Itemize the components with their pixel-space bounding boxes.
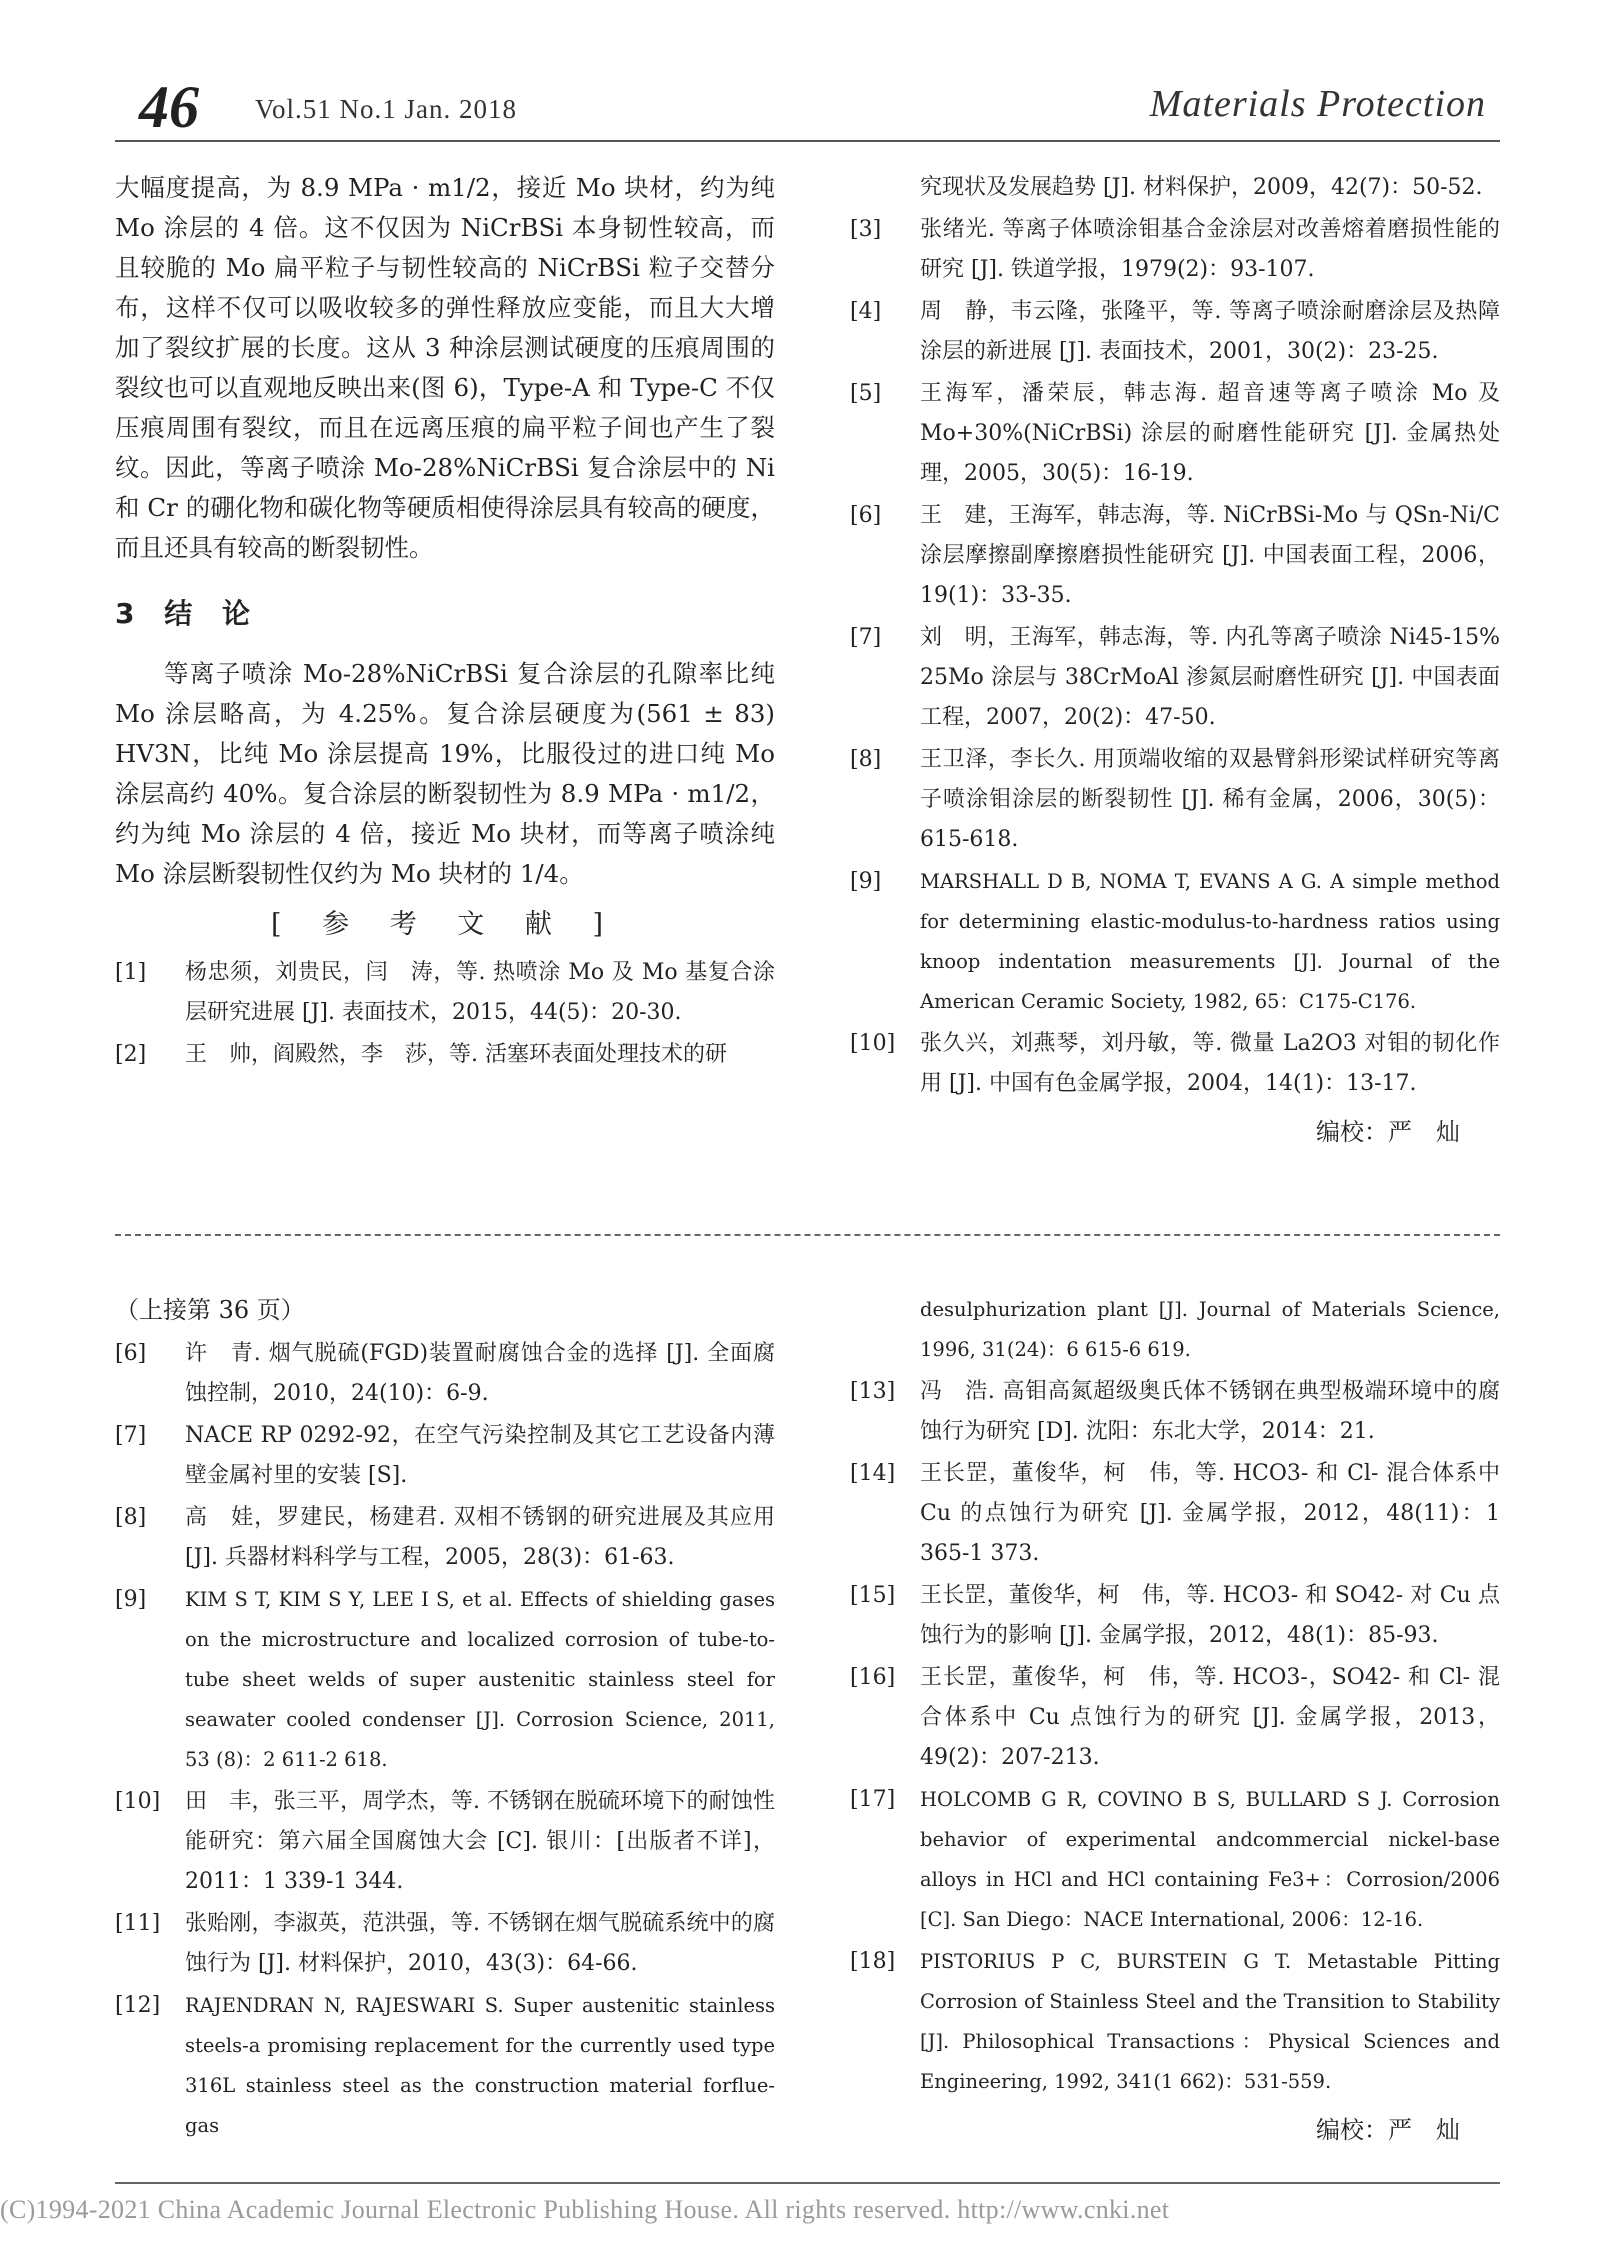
reference-item [850, 496, 1500, 616]
reference-number: [6] [115, 1341, 147, 1366]
right-column-top [850, 168, 1500, 1147]
reference-text: RAJENDRAN N, RAJESWARI S. Super austenitic stainless steels-a promising replacement for the currently used type 316L stainless steel as the construction material forflue-gas [185, 1994, 775, 2137]
reference-number: [7] [115, 1423, 147, 1448]
reference-text: 杨忠须，刘贵民，闫 涛，等. 热喷涂 Mo 及 Mo 基复合涂层研究进展 [J]. 表面技术，2015，44(5)：20-30. [185, 960, 775, 1025]
reference-item [850, 740, 1500, 860]
reference-item [115, 1334, 775, 1414]
body-paragraph: 大幅度提高，为 8.9 MPa · m1/2，接近 Mo 块材，约为纯 Mo 涂层的 4 倍。这不仅因为 NiCrBSi 本身韧性较高，而且较脆的 Mo 扁平粒子与韧性较高的 NiCrBSi 粒子交替分布，这样不仅可以吸收较多的弹性释放应变能，而且大大增加了裂纹扩展的长度。这从 3 种涂层测试硬度的压痕周围的裂纹也可以直观地反映出来(图 6)，Type-A 和 Type-C 不仅压痕周围有裂纹，而且在远离压痕的扁平粒子间也产生了裂纹。因此，等离子喷涂 Mo-28%NiCrBSi 复合涂层中的 Ni 和 Cr 的硼化物和碳化物等硬质相使得涂层具有较高的硬度，而且还具有较高的断裂韧性。 [115, 173, 775, 562]
reference-text: 周 静，韦云隆，张隆平，等. 等离子喷涂耐磨涂层及热障涂层的新进展 [J]. 表面技术，2001，30(2)：23-25. [920, 299, 1500, 364]
reference-number: [17] [850, 1787, 896, 1812]
reference-item [115, 1035, 775, 1075]
reference-number: [1] [115, 960, 147, 985]
reference-number: [7] [850, 625, 882, 650]
reference-continuation [850, 1290, 1500, 1370]
reference-item [115, 1580, 775, 1780]
reference-item [850, 618, 1500, 738]
reference-text: 张贻刚，李淑英，范洪强，等. 不锈钢在烟气脱硫系统中的腐蚀行为 [J]. 材料保护，2010，43(3)：64-66. [185, 1911, 775, 1976]
reference-text: HOLCOMB G R, COVINO B S, BULLARD S J. Corrosion behavior of experimental andcommercial nickel-base alloys in HCl and HCl containing Fe3+：Corrosion/2006 [C]. San Diego：NACE International, 2006：12-16. [920, 1788, 1500, 1931]
journal-title: Materials Protection [1149, 83, 1486, 125]
reference-text: 刘 明，王海军，韩志海，等. 内孔等离子喷涂 Ni45-15% 25Mo 涂层与 38CrMoAl 渗氮层耐磨性研究 [J]. 中国表面工程，2007，20(2)：47-50. [920, 625, 1500, 730]
reference-text: MARSHALL D B, NOMA T, EVANS A G. A simple method for determining elastic-modulus-to-hardness ratios using knoop indentation measurements [J]. Journal of the American Ceramic Society, 1982, 65：C175-C176. [920, 870, 1500, 1013]
reference-item [115, 1416, 775, 1496]
reference-item [115, 953, 775, 1033]
reference-text: 许 青. 烟气脱硫(FGD)装置耐腐蚀合金的选择 [J]. 全面腐蚀控制，2010，24(10)：6-9. [185, 1341, 775, 1406]
reference-number: [15] [850, 1583, 896, 1608]
reference-number: [6] [850, 503, 882, 528]
reference-item [850, 1024, 1500, 1104]
page-number: 46 [139, 74, 199, 140]
reference-number: [2] [115, 1042, 147, 1067]
continued-note: （上接第 36 页） [115, 1296, 305, 1324]
reference-text: 田 丰，张三平，周学杰，等. 不锈钢在脱硫环境下的耐蚀性能研究：第六届全国腐蚀大会 [C]. 银川：[出版者不详]，2011：1 339-1 344. [185, 1789, 775, 1894]
reference-number: [8] [850, 747, 882, 772]
reference-number: [10] [850, 1031, 896, 1056]
reference-item [850, 1372, 1500, 1452]
page-header [115, 72, 1500, 142]
reference-number: [4] [850, 299, 882, 324]
editor-credit: 编校：严 灿 [1316, 2116, 1460, 2144]
reference-item [850, 1454, 1500, 1574]
reference-text: 究现状及发展趋势 [J]. 材料保护，2009，42(7)：50-52. [920, 175, 1483, 200]
reference-text: NACE RP 0292-92，在空气污染控制及其它工艺设备内薄壁金属衬里的安装 [S]. [185, 1423, 775, 1488]
reference-continuation [850, 168, 1500, 208]
reference-item [115, 1498, 775, 1578]
reference-number: [3] [850, 217, 882, 242]
reference-item [850, 1576, 1500, 1656]
reference-number: [5] [850, 381, 882, 406]
reference-item [115, 1782, 775, 1902]
reference-text: desulphurization plant [J]. Journal of Materials Science, 1996, 31(24)：6 615-6 619. [920, 1298, 1500, 1361]
reference-item [850, 292, 1500, 372]
reference-text: 张绪光. 等离子体喷涂钼基合金涂层对改善熔着磨损性能的研究 [J]. 铁道学报，1979(2)：93-107. [920, 217, 1500, 282]
reference-number: [9] [115, 1587, 147, 1612]
reference-item [850, 1780, 1500, 1940]
reference-number: [9] [850, 869, 882, 894]
issue-info: Vol.51 No.1 Jan. 2018 [255, 94, 518, 124]
reference-text: KIM S T, KIM S Y, LEE I S, et al. Effects of shielding gases on the microstructure and localized corrosion of tube-to-tube sheet welds of super austenitic stainless steel for seawater cooled condenser [J]. Corrosion Science, 2011, 53 (8)：2 611-2 618. [185, 1588, 775, 1771]
header-rule [115, 140, 1500, 142]
reference-number: [16] [850, 1665, 896, 1690]
references-title: [ 参 考 文 献 ] [271, 909, 619, 940]
reference-text: 冯 浩. 高钼高氮超级奥氏体不锈钢在典型极端环境中的腐蚀行为研究 [D]. 沈阳：东北大学，2014：21. [920, 1379, 1500, 1444]
reference-item [850, 862, 1500, 1022]
reference-text: 高 娃，罗建民，杨建君. 双相不锈钢的研究进展及其应用 [J]. 兵器材料科学与工程，2005，28(3)：61-63. [185, 1505, 775, 1570]
reference-text: 王 建，王海军，韩志海，等. NiCrBSi-Mo 与 QSn-Ni/C 涂层摩擦副摩擦磨损性能研究 [J]. 中国表面工程，2006，19(1)：33-35. [920, 503, 1500, 608]
reference-text: 王卫泽，李长久. 用顶端收缩的双悬臂斜形梁试样研究等离子喷涂钼涂层的断裂韧性 [J]. 稀有金属，2006，30(5)：615-618. [920, 747, 1500, 852]
editor-credit: 编校：严 灿 [1316, 1118, 1460, 1146]
reference-text: 王 帅，阎殿然，李 莎，等. 活塞环表面处理技术的研 [185, 1042, 727, 1067]
left-column-bottom [115, 1290, 775, 2148]
reference-number: [11] [115, 1911, 161, 1936]
reference-text: 王长罡，董俊华，柯 伟，等. HCO3-，SO42- 和 Cl- 混合体系中 Cu 点蚀行为的研究 [J]. 金属学报，2013，49(2)：207-213. [920, 1665, 1500, 1770]
copyright-notice: (C)1994-2021 China Academic Journal Electronic Publishing House. All rights reserved. http://www.cnki.net [0, 2195, 1170, 2224]
reference-text: 张久兴，刘燕琴，刘丹敏，等. 微量 La2O3 对钼的韧化作用 [J]. 中国有色金属学报，2004，14(1)：13-17. [920, 1031, 1500, 1096]
reference-item [850, 374, 1500, 494]
reference-number: [8] [115, 1505, 147, 1530]
reference-text: 王海军，潘荣辰，韩志海. 超音速等离子喷涂 Mo 及 Mo+30%(NiCrBSi) 涂层的耐磨性能研究 [J]. 金属热处理，2005，30(5)：16-19. [920, 381, 1500, 486]
right-column-bottom [850, 1290, 1500, 2145]
reference-number: [13] [850, 1379, 896, 1404]
reference-number: [12] [115, 1993, 161, 2018]
reference-number: [10] [115, 1789, 161, 1814]
reference-number: [18] [850, 1949, 896, 1974]
reference-item [115, 1904, 775, 1984]
reference-text: PISTORIUS P C, BURSTEIN G T. Metastable Pitting Corrosion of Stainless Steel and the Transition to Stability [J]. Philosophical Transactions：Physical Sciences and Engineering, 1992, 341(1 662)：531-559. [920, 1950, 1500, 2093]
reference-item [850, 1942, 1500, 2102]
reference-number: [14] [850, 1461, 896, 1486]
reference-item [850, 210, 1500, 290]
footer-rule [115, 2182, 1500, 2184]
reference-text: 王长罡，董俊华，柯 伟，等. HCO3- 和 Cl- 混合体系中 Cu 的点蚀行为研究 [J]. 金属学报，2012，48(11)：1 365-1 373. [920, 1461, 1500, 1566]
section-divider [115, 1234, 1500, 1236]
reference-item [115, 1986, 775, 2146]
reference-text: 王长罡，董俊华，柯 伟，等. HCO3- 和 SO42- 对 Cu 点蚀行为的影响 [J]. 金属学报，2012，48(1)：85-93. [920, 1583, 1500, 1648]
conclusion-paragraph: 等离子喷涂 Mo-28%NiCrBSi 复合涂层的孔隙率比纯 Mo 涂层略高，为 4.25%。复合涂层硬度为(561 ± 83) HV3N，比纯 Mo 涂层提高 19%，比服役过的进口纯 Mo 涂层高约 40%。复合涂层的断裂韧性为 8.9 MPa · m1/2，约为纯 Mo 涂层的 4 倍，接近 Mo 块材，而等离子喷涂纯 Mo 涂层断裂韧性仅约为 Mo 块材的 1/4。 [115, 659, 775, 888]
section-heading: 3 结 论 [115, 597, 260, 630]
left-column-top [115, 168, 775, 1077]
reference-item [850, 1658, 1500, 1778]
